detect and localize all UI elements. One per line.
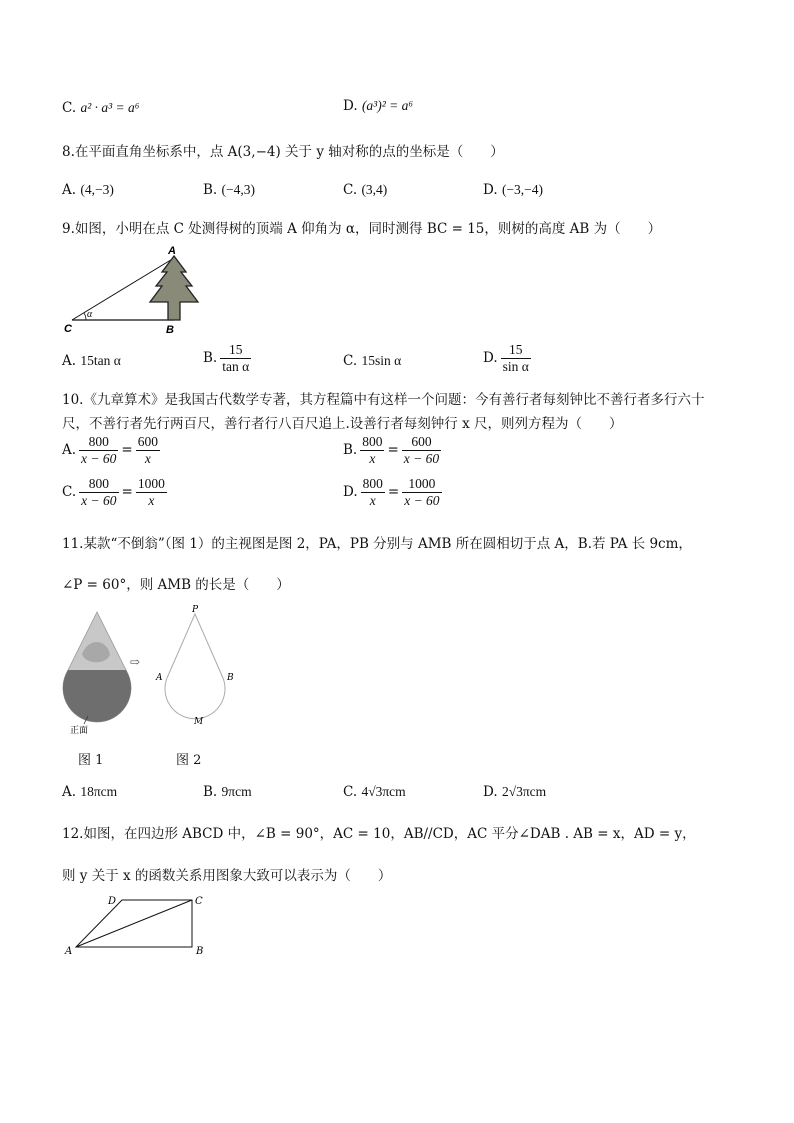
q10-option-b: B. $\frac{800}{x}$ = $\frac{600}{x - 60}$ <box>343 434 440 466</box>
denominator: tan α <box>222 358 250 374</box>
denominator: x − 60 <box>404 492 440 508</box>
label-m: M <box>194 717 204 727</box>
q10-option-d: D. $\frac{800}{x}$ = $\frac{1000}{x - 60}$ <box>343 476 440 508</box>
label-alpha: α <box>87 309 93 320</box>
option-label: A. <box>62 784 77 800</box>
q7-option-d <box>343 98 413 114</box>
fraction-left <box>79 476 118 508</box>
figure-1-caption: 图 1 <box>78 753 104 768</box>
fraction-right <box>136 476 167 508</box>
label-c: C <box>64 323 72 335</box>
numerator: 15 <box>220 342 251 359</box>
numerator: 800 <box>362 434 383 449</box>
option-text: (−3,−4) <box>501 182 544 197</box>
denominator: x − 60 <box>81 450 117 466</box>
q12-quadrilateral-figure <box>60 892 220 960</box>
front-label: 正面 <box>70 726 89 736</box>
option-label: C. <box>62 484 77 501</box>
option-label: C. <box>62 100 77 116</box>
diagonal-ac <box>76 900 192 947</box>
option-label: C. <box>343 784 358 800</box>
q10-stem-line1: 10.《九章算术》是我国古代数学专著，其方程篇中有这样一个问题：今有善行者每刻钟比不善行者多行六十 <box>62 392 705 408</box>
q11-option-d <box>483 784 546 800</box>
option-label: D. <box>483 182 498 198</box>
label-b: B <box>196 946 204 957</box>
q10-stem-line2: 尺，不善行者先行两百尺，善行者行八百尺追上.设善行者每刻钟行 x 尺，则列方程为（ ） <box>62 416 623 432</box>
option-label: A. <box>62 442 77 459</box>
angle-arc <box>84 313 86 320</box>
q8-stem: 8.在平面直角坐标系中，点 A(3,−4) 关于 y 轴对称的点的坐标是（ ） <box>62 144 504 160</box>
q8-option-c <box>343 182 387 198</box>
q9-tree-figure <box>62 244 212 336</box>
q7-option-c <box>62 100 139 116</box>
q9-option-a <box>62 353 121 369</box>
option-text: 9πcm <box>221 784 252 799</box>
denominator: x <box>369 450 376 466</box>
q8-option-a <box>62 182 114 198</box>
q8-option-d <box>483 182 543 198</box>
option-text: 4√3πcm <box>361 784 406 799</box>
option-label: B. <box>203 784 218 800</box>
option-label: C. <box>343 353 358 369</box>
q9-option-d <box>483 342 531 374</box>
fraction-right <box>402 434 441 466</box>
numerator: 600 <box>137 434 158 449</box>
option-label: C. <box>343 182 358 198</box>
option-label: D. <box>483 350 498 367</box>
q9-option-b <box>203 342 251 374</box>
label-p: P <box>192 605 199 615</box>
numerator: 15 <box>501 342 531 359</box>
fraction <box>220 342 251 374</box>
option-label: D. <box>343 98 358 114</box>
denominator: sin α <box>502 358 529 374</box>
option-label: B. <box>343 442 358 459</box>
option-label: D. <box>483 784 498 800</box>
numerator: 800 <box>362 476 383 491</box>
q11-option-b <box>203 784 252 800</box>
option-text: 15sin α <box>361 353 402 368</box>
q12-stem-line2: 则 y 关于 x 的函数关系用图象大致可以表示为（ ） <box>62 868 392 884</box>
label-c: C <box>195 896 203 907</box>
denominator: x <box>144 450 151 466</box>
option-label: D. <box>343 484 358 501</box>
fraction-right <box>402 476 441 508</box>
option-text: 15tan α <box>80 353 121 368</box>
q11-option-a <box>62 784 117 800</box>
fraction-left <box>361 476 385 508</box>
option-label: B. <box>203 350 218 367</box>
q11-option-c <box>343 784 406 800</box>
numerator: 800 <box>79 434 118 451</box>
label-a: A <box>156 673 163 683</box>
numerator: 600 <box>402 434 441 451</box>
denominator: x <box>369 492 376 508</box>
q9-option-c <box>343 353 401 369</box>
q10-option-c: C. $\frac{800}{x - 60}$ = $\frac{1000}{x}$ <box>62 476 165 508</box>
option-expression: a² · a³ = a⁶ <box>80 100 140 115</box>
q8-option-b <box>203 182 255 198</box>
fraction-left <box>79 434 118 466</box>
option-text: (−4,3) <box>221 182 255 197</box>
q10-option-a: A. $\frac{800}{x - 60}$ = $\frac{600}{x}$ <box>62 434 158 466</box>
denominator: x − 60 <box>403 450 440 466</box>
option-text: 18πcm <box>80 784 118 799</box>
label-d: D <box>108 896 117 907</box>
denominator: x − 60 <box>81 492 117 508</box>
fraction <box>501 342 531 374</box>
figure-2-caption: 图 2 <box>176 753 202 768</box>
front-view-outline <box>165 614 225 719</box>
arrow-icon: ⇨ <box>130 655 141 669</box>
q12-stem-line1: 12.如图，在四边形 ABCD 中，∠B = 90°，AC = 10，AB//CD，AC 平分∠DAB . AB = x，AD = y， <box>62 826 696 842</box>
option-label: A. <box>62 353 77 369</box>
label-b: B <box>166 324 174 336</box>
fraction-right <box>136 434 160 466</box>
q11-stem-line2: ∠P = 60°，则 AMB 的长是（ ） <box>62 577 290 593</box>
option-label: A. <box>62 182 77 198</box>
label-b: B <box>227 673 234 683</box>
label-a: A <box>168 245 176 257</box>
q9-stem: 9.如图，小明在点 C 处测得树的顶端 A 仰角为 α，同时测得 BC = 15，则树的高度 AB 为（ ） <box>62 221 662 237</box>
denominator: x <box>148 492 155 508</box>
q11-stem-line1: 11.某款“不倒翁”（图 1）的主视图是图 2，PA，PB 分别与 AMB 所在圆相切于点 A，B.若 PA 长 9cm， <box>62 536 692 552</box>
numerator: 800 <box>79 476 118 493</box>
q11-tumbler-figures <box>60 604 250 740</box>
option-text: (4,−3) <box>80 182 114 197</box>
tree-shape <box>150 256 198 320</box>
option-label: B. <box>203 182 218 198</box>
numerator: 1000 <box>402 476 441 493</box>
numerator: 1000 <box>137 476 165 491</box>
fraction-left <box>360 434 384 466</box>
option-text: 2√3πcm <box>501 784 547 799</box>
label-a: A <box>65 946 73 957</box>
option-expression: (a³)² = a⁶ <box>361 98 414 113</box>
option-text: (3,4) <box>361 182 388 197</box>
